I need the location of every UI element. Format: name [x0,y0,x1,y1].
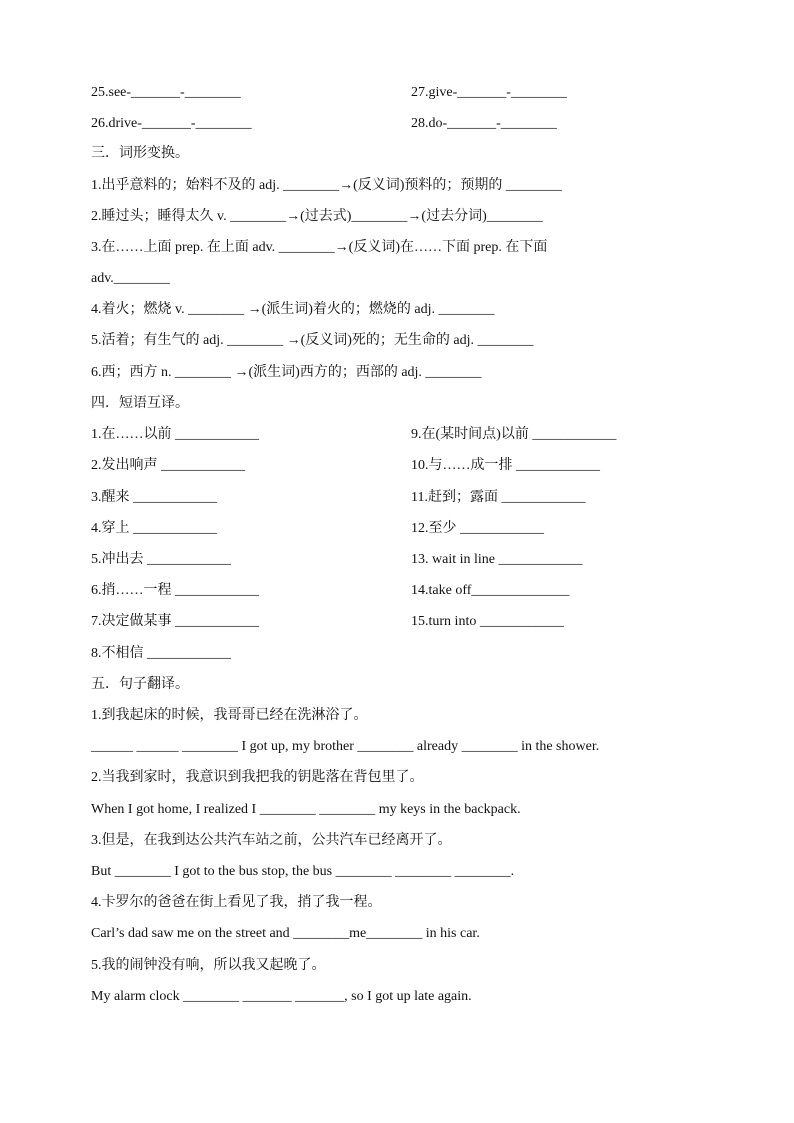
sentence-4-en: Carl’s dad saw me on the street and ________me________ in his car. [91,926,480,941]
phrase-11: 11.赶到；露面 ____________ [411,490,586,505]
item-25: 25.see-_______-________ [91,85,241,100]
phrase-4: 4.穿上 ____________ [91,521,217,536]
sentence-3-cn: 3.但是，在我到达公共汽车站之前，公共汽车已经离开了。 [91,833,452,848]
sentence-3-en: But ________ I got to the bus stop, the bus ________ ________ ________. [91,864,515,879]
word-item-3: 3.在……上面 prep. 在上面 adv. ________→(反义词)在……下面 prep. 在下面 [91,240,548,255]
section-5-heading: 五．句子翻译。 [91,677,189,692]
item-26: 26.drive-_______-________ [91,116,252,131]
sentence-2-en: When I got home, I realized I ________ ________ my keys in the backpack. [91,802,521,817]
sentence-5-en: My alarm clock ________ _______ _______, so I got up late again. [91,989,472,1004]
phrase-2: 2.发出响声 ____________ [91,458,245,473]
phrase-13: 13. wait in line ____________ [411,552,583,567]
word-item-1: 1.出乎意料的；始料不及的 adj. ________→(反义词)预料的；预期的 ________ [91,178,562,193]
sentence-4-cn: 4.卡罗尔的爸爸在街上看见了我，捎了我一程。 [91,895,382,910]
sentence-2-cn: 2.当我到家时，我意识到我把我的钥匙落在背包里了。 [91,770,424,785]
phrase-14: 14.take off______________ [411,583,570,598]
section-3-heading: 三．词形变换。 [91,146,189,161]
phrase-1: 1.在……以前 ____________ [91,427,259,442]
item-27: 27.give-_______-________ [411,85,567,100]
word-item-2: 2.睡过头；睡得太久 v. ________→(过去式)________→(过去分词)________ [91,209,543,224]
phrase-12: 12.至少 ____________ [411,521,544,536]
sentence-1-cn: 1.到我起床的时候，我哥哥已经在洗淋浴了。 [91,708,368,723]
phrase-10: 10.与……成一排 ____________ [411,458,600,473]
phrase-9: 9.在(某时间点)以前 ____________ [411,427,617,442]
item-28: 28.do-_______-________ [411,116,557,131]
word-item-3-cont: adv.________ [91,271,170,286]
phrase-15: 15.turn into ____________ [411,614,564,629]
section-4-heading: 四．短语互译。 [91,396,189,411]
phrase-5: 5.冲出去 ____________ [91,552,231,567]
phrase-6: 6.捎……一程 ____________ [91,583,259,598]
word-item-5: 5.活着；有生气的 adj. ________ →(反义词)死的；无生命的 adj. ________ [91,333,534,348]
phrase-3: 3.醒来 ____________ [91,490,217,505]
word-item-4: 4.着火；燃烧 v. ________ →(派生词)着火的；燃烧的 adj. ________ [91,302,495,317]
phrase-7: 7.决定做某事 ____________ [91,614,259,629]
sentence-1-en: ______ ______ ________ I got up, my brother ________ already ________ in the shower. [91,739,600,754]
sentence-5-cn: 5.我的闹钟没有响，所以我又起晚了。 [91,958,326,973]
word-item-6: 6.西；西方 n. ________ →(派生词)西方的；西部的 adj. ________ [91,365,482,380]
phrase-8: 8.不相信 ____________ [91,646,231,661]
